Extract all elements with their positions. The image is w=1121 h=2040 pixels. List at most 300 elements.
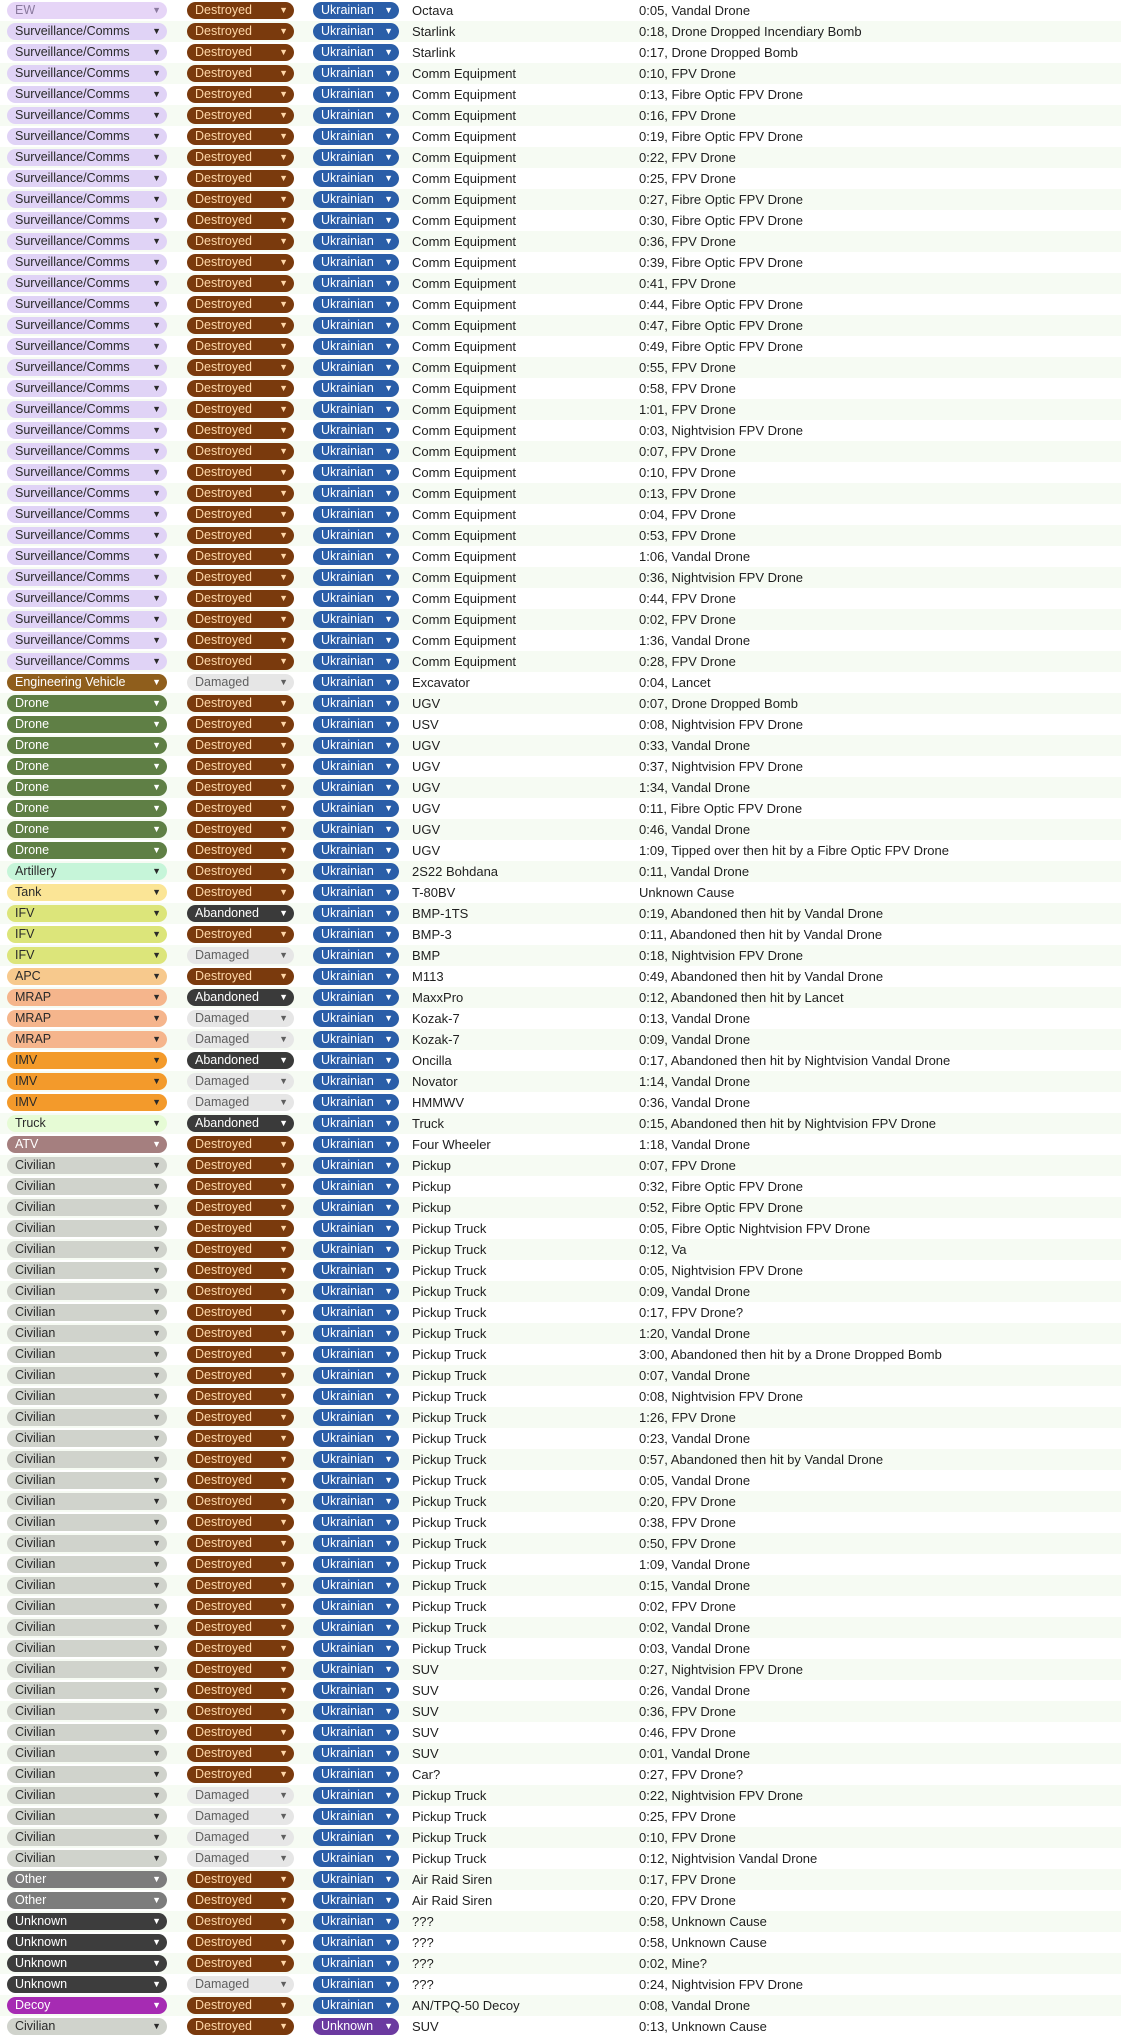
side-dropdown[interactable] bbox=[313, 401, 399, 418]
status-dropdown[interactable] bbox=[187, 296, 294, 313]
status-dropdown[interactable] bbox=[187, 1934, 294, 1951]
status-dropdown[interactable] bbox=[187, 1913, 294, 1930]
side-dropdown[interactable] bbox=[313, 1829, 399, 1846]
side-dropdown[interactable] bbox=[313, 1640, 399, 1657]
status-dropdown[interactable] bbox=[187, 611, 294, 628]
category-dropdown[interactable] bbox=[7, 1661, 167, 1678]
status-dropdown[interactable] bbox=[187, 1871, 294, 1888]
side-dropdown[interactable] bbox=[313, 1052, 399, 1069]
status-dropdown[interactable] bbox=[187, 653, 294, 670]
category-dropdown[interactable] bbox=[7, 1262, 167, 1279]
status-dropdown[interactable] bbox=[187, 1493, 294, 1510]
side-dropdown[interactable] bbox=[313, 464, 399, 481]
category-dropdown[interactable] bbox=[7, 548, 167, 565]
category-dropdown[interactable] bbox=[7, 1577, 167, 1594]
category-dropdown[interactable] bbox=[7, 800, 167, 817]
category-dropdown[interactable] bbox=[7, 1283, 167, 1300]
category-dropdown[interactable] bbox=[7, 1325, 167, 1342]
status-dropdown[interactable] bbox=[187, 1409, 294, 1426]
status-dropdown[interactable] bbox=[187, 275, 294, 292]
category-dropdown[interactable] bbox=[7, 1073, 167, 1090]
side-dropdown[interactable] bbox=[313, 758, 399, 775]
category-dropdown[interactable] bbox=[7, 1115, 167, 1132]
side-dropdown[interactable] bbox=[313, 1619, 399, 1636]
status-dropdown[interactable] bbox=[187, 863, 294, 880]
category-dropdown[interactable] bbox=[7, 716, 167, 733]
status-dropdown[interactable] bbox=[187, 1451, 294, 1468]
side-dropdown[interactable] bbox=[313, 1535, 399, 1552]
side-dropdown[interactable] bbox=[313, 317, 399, 334]
side-dropdown[interactable] bbox=[313, 170, 399, 187]
status-dropdown[interactable] bbox=[187, 2, 294, 19]
side-dropdown[interactable] bbox=[313, 1073, 399, 1090]
side-dropdown[interactable] bbox=[313, 128, 399, 145]
category-dropdown[interactable] bbox=[7, 191, 167, 208]
category-dropdown[interactable] bbox=[7, 1493, 167, 1510]
status-dropdown[interactable] bbox=[187, 317, 294, 334]
status-dropdown[interactable] bbox=[187, 1346, 294, 1363]
status-dropdown[interactable] bbox=[187, 989, 294, 1006]
side-dropdown[interactable] bbox=[313, 737, 399, 754]
side-dropdown[interactable] bbox=[313, 716, 399, 733]
status-dropdown[interactable] bbox=[187, 1010, 294, 1027]
status-dropdown[interactable] bbox=[187, 884, 294, 901]
side-dropdown[interactable] bbox=[313, 905, 399, 922]
side-dropdown[interactable] bbox=[313, 2, 399, 19]
side-dropdown[interactable] bbox=[313, 968, 399, 985]
category-dropdown[interactable] bbox=[7, 1472, 167, 1489]
status-dropdown[interactable] bbox=[187, 1976, 294, 1993]
category-dropdown[interactable] bbox=[7, 1682, 167, 1699]
category-dropdown[interactable] bbox=[7, 233, 167, 250]
status-dropdown[interactable] bbox=[187, 380, 294, 397]
status-dropdown[interactable] bbox=[187, 1808, 294, 1825]
category-dropdown[interactable] bbox=[7, 1430, 167, 1447]
side-dropdown[interactable] bbox=[313, 44, 399, 61]
category-dropdown[interactable] bbox=[7, 1787, 167, 1804]
status-dropdown[interactable] bbox=[187, 1388, 294, 1405]
side-dropdown[interactable] bbox=[313, 1808, 399, 1825]
category-dropdown[interactable] bbox=[7, 1598, 167, 1615]
category-dropdown[interactable] bbox=[7, 86, 167, 103]
category-dropdown[interactable] bbox=[7, 1388, 167, 1405]
category-dropdown[interactable] bbox=[7, 632, 167, 649]
status-dropdown[interactable] bbox=[187, 1514, 294, 1531]
side-dropdown-label: Ukrainian bbox=[321, 465, 374, 479]
status-dropdown[interactable] bbox=[187, 590, 294, 607]
category-dropdown[interactable] bbox=[7, 611, 167, 628]
side-dropdown[interactable] bbox=[313, 254, 399, 271]
category-dropdown[interactable] bbox=[7, 989, 167, 1006]
chevron-down-icon: ▼ bbox=[279, 1349, 288, 1359]
category-dropdown[interactable] bbox=[7, 1850, 167, 1867]
side-dropdown[interactable] bbox=[313, 821, 399, 838]
side-dropdown[interactable] bbox=[313, 1388, 399, 1405]
side-dropdown[interactable] bbox=[313, 611, 399, 628]
status-dropdown[interactable] bbox=[187, 23, 294, 40]
category-dropdown[interactable] bbox=[7, 1829, 167, 1846]
side-dropdown[interactable] bbox=[313, 1199, 399, 1216]
side-dropdown[interactable] bbox=[313, 653, 399, 670]
table-row bbox=[0, 1218, 1121, 1239]
side-dropdown[interactable] bbox=[313, 359, 399, 376]
category-dropdown[interactable] bbox=[7, 1367, 167, 1384]
side-dropdown[interactable] bbox=[313, 1598, 399, 1615]
status-dropdown[interactable] bbox=[187, 1850, 294, 1867]
status-dropdown[interactable] bbox=[187, 947, 294, 964]
category-dropdown[interactable] bbox=[7, 968, 167, 985]
status-dropdown[interactable] bbox=[187, 1115, 294, 1132]
side-dropdown[interactable] bbox=[313, 1871, 399, 1888]
status-dropdown[interactable] bbox=[187, 1997, 294, 2014]
category-dropdown-label: Truck bbox=[15, 1116, 46, 1130]
category-dropdown[interactable] bbox=[7, 254, 167, 271]
category-dropdown[interactable] bbox=[7, 1766, 167, 1783]
side-dropdown[interactable] bbox=[313, 233, 399, 250]
side-dropdown[interactable] bbox=[313, 1703, 399, 1720]
category-dropdown[interactable] bbox=[7, 1745, 167, 1762]
side-dropdown[interactable] bbox=[313, 1787, 399, 1804]
status-dropdown[interactable] bbox=[187, 1241, 294, 1258]
category-dropdown[interactable] bbox=[7, 1724, 167, 1741]
category-dropdown[interactable] bbox=[7, 947, 167, 964]
category-dropdown[interactable] bbox=[7, 842, 167, 859]
side-dropdown[interactable] bbox=[313, 1304, 399, 1321]
side-dropdown[interactable] bbox=[313, 1283, 399, 1300]
side-dropdown[interactable] bbox=[313, 1010, 399, 1027]
category-dropdown[interactable] bbox=[7, 1451, 167, 1468]
side-dropdown[interactable] bbox=[313, 1556, 399, 1573]
side-dropdown[interactable] bbox=[313, 1913, 399, 1930]
side-dropdown[interactable] bbox=[313, 1115, 399, 1132]
category-dropdown[interactable] bbox=[7, 380, 167, 397]
category-dropdown[interactable] bbox=[7, 23, 167, 40]
side-dropdown[interactable] bbox=[313, 1346, 399, 1363]
side-dropdown[interactable] bbox=[313, 1724, 399, 1741]
category-dropdown[interactable] bbox=[7, 1052, 167, 1069]
status-dropdown[interactable] bbox=[187, 233, 294, 250]
side-dropdown[interactable] bbox=[313, 1262, 399, 1279]
chevron-down-icon: ▼ bbox=[152, 467, 161, 477]
status-dropdown[interactable] bbox=[187, 1955, 294, 1972]
status-dropdown[interactable] bbox=[187, 2018, 294, 2035]
status-dropdown[interactable] bbox=[187, 758, 294, 775]
category-dropdown[interactable] bbox=[7, 149, 167, 166]
status-dropdown[interactable] bbox=[187, 1661, 294, 1678]
side-dropdown[interactable] bbox=[313, 1241, 399, 1258]
table-row bbox=[0, 462, 1121, 483]
category-dropdown[interactable] bbox=[7, 527, 167, 544]
status-dropdown[interactable] bbox=[187, 1535, 294, 1552]
side-dropdown[interactable] bbox=[313, 65, 399, 82]
category-dropdown[interactable] bbox=[7, 485, 167, 502]
side-dropdown[interactable] bbox=[313, 926, 399, 943]
category-dropdown[interactable] bbox=[7, 779, 167, 796]
side-dropdown[interactable] bbox=[313, 989, 399, 1006]
side-dropdown[interactable] bbox=[313, 1955, 399, 1972]
side-dropdown[interactable] bbox=[313, 2018, 399, 2035]
status-dropdown[interactable] bbox=[187, 44, 294, 61]
side-dropdown[interactable] bbox=[313, 1325, 399, 1342]
status-dropdown[interactable] bbox=[187, 1577, 294, 1594]
side-dropdown[interactable] bbox=[313, 527, 399, 544]
category-dropdown[interactable] bbox=[7, 2018, 167, 2035]
status-dropdown[interactable] bbox=[187, 254, 294, 271]
side-dropdown[interactable] bbox=[313, 1892, 399, 1909]
status-dropdown[interactable] bbox=[187, 1766, 294, 1783]
category-dropdown[interactable] bbox=[7, 1871, 167, 1888]
category-dropdown[interactable] bbox=[7, 1220, 167, 1237]
category-dropdown[interactable] bbox=[7, 674, 167, 691]
category-dropdown[interactable] bbox=[7, 1094, 167, 1111]
status-dropdown[interactable] bbox=[187, 1598, 294, 1615]
status-dropdown[interactable] bbox=[187, 443, 294, 460]
status-dropdown[interactable] bbox=[187, 968, 294, 985]
category-dropdown[interactable] bbox=[7, 1136, 167, 1153]
category-dropdown[interactable] bbox=[7, 170, 167, 187]
side-dropdown[interactable] bbox=[313, 149, 399, 166]
category-dropdown[interactable] bbox=[7, 1955, 167, 1972]
side-dropdown[interactable] bbox=[313, 1367, 399, 1384]
status-dropdown[interactable] bbox=[187, 842, 294, 859]
side-dropdown[interactable] bbox=[313, 1493, 399, 1510]
status-dropdown[interactable] bbox=[187, 149, 294, 166]
status-dropdown[interactable] bbox=[187, 1178, 294, 1195]
category-dropdown[interactable] bbox=[7, 653, 167, 670]
category-dropdown[interactable] bbox=[7, 317, 167, 334]
status-dropdown[interactable] bbox=[187, 674, 294, 691]
category-dropdown[interactable] bbox=[7, 1808, 167, 1825]
category-dropdown[interactable] bbox=[7, 1178, 167, 1195]
side-dropdown[interactable] bbox=[313, 296, 399, 313]
side-dropdown[interactable] bbox=[313, 1682, 399, 1699]
status-dropdown[interactable] bbox=[187, 1619, 294, 1636]
status-dropdown[interactable] bbox=[187, 1052, 294, 1069]
category-dropdown[interactable] bbox=[7, 1997, 167, 2014]
side-dropdown[interactable] bbox=[313, 443, 399, 460]
status-dropdown[interactable] bbox=[187, 1325, 294, 1342]
side-dropdown[interactable] bbox=[313, 569, 399, 586]
category-dropdown[interactable] bbox=[7, 296, 167, 313]
status-dropdown[interactable] bbox=[187, 926, 294, 943]
category-dropdown[interactable] bbox=[7, 569, 167, 586]
side-dropdown[interactable] bbox=[313, 1220, 399, 1237]
category-dropdown[interactable] bbox=[7, 1241, 167, 1258]
side-dropdown[interactable] bbox=[313, 1850, 399, 1867]
status-dropdown[interactable] bbox=[187, 1682, 294, 1699]
status-dropdown[interactable] bbox=[187, 548, 294, 565]
side-dropdown[interactable] bbox=[313, 275, 399, 292]
side-dropdown[interactable] bbox=[313, 1577, 399, 1594]
category-dropdown[interactable] bbox=[7, 338, 167, 355]
status-dropdown[interactable] bbox=[187, 1073, 294, 1090]
category-dropdown[interactable] bbox=[7, 821, 167, 838]
status-dropdown[interactable] bbox=[187, 1724, 294, 1741]
status-dropdown[interactable] bbox=[187, 401, 294, 418]
category-dropdown[interactable] bbox=[7, 1640, 167, 1657]
side-dropdown[interactable] bbox=[313, 674, 399, 691]
category-dropdown[interactable] bbox=[7, 884, 167, 901]
category-dropdown[interactable] bbox=[7, 695, 167, 712]
side-dropdown[interactable] bbox=[313, 548, 399, 565]
category-dropdown[interactable] bbox=[7, 737, 167, 754]
status-dropdown[interactable] bbox=[187, 905, 294, 922]
status-dropdown[interactable] bbox=[187, 506, 294, 523]
category-dropdown[interactable] bbox=[7, 1913, 167, 1930]
side-dropdown-label: Ukrainian bbox=[321, 1851, 374, 1865]
side-dropdown[interactable] bbox=[313, 1031, 399, 1048]
status-dropdown[interactable] bbox=[187, 800, 294, 817]
status-dropdown[interactable] bbox=[187, 338, 294, 355]
status-dropdown[interactable] bbox=[187, 569, 294, 586]
side-dropdown[interactable] bbox=[313, 506, 399, 523]
side-dropdown[interactable] bbox=[313, 485, 399, 502]
side-dropdown[interactable] bbox=[313, 1178, 399, 1195]
side-dropdown[interactable] bbox=[313, 1997, 399, 2014]
category-dropdown[interactable] bbox=[7, 44, 167, 61]
category-dropdown[interactable] bbox=[7, 1157, 167, 1174]
category-dropdown[interactable] bbox=[7, 758, 167, 775]
category-dropdown[interactable] bbox=[7, 1703, 167, 1720]
status-dropdown[interactable] bbox=[187, 1136, 294, 1153]
status-dropdown[interactable] bbox=[187, 107, 294, 124]
category-dropdown[interactable] bbox=[7, 1346, 167, 1363]
status-dropdown[interactable] bbox=[187, 170, 294, 187]
status-dropdown[interactable] bbox=[187, 1367, 294, 1384]
status-dropdown[interactable] bbox=[187, 65, 294, 82]
status-dropdown[interactable] bbox=[187, 737, 294, 754]
status-dropdown[interactable] bbox=[187, 1199, 294, 1216]
side-dropdown[interactable] bbox=[313, 1514, 399, 1531]
side-dropdown[interactable] bbox=[313, 1430, 399, 1447]
status-dropdown[interactable] bbox=[187, 1745, 294, 1762]
status-dropdown[interactable] bbox=[187, 1472, 294, 1489]
category-dropdown[interactable] bbox=[7, 1031, 167, 1048]
category-dropdown[interactable] bbox=[7, 1976, 167, 1993]
status-dropdown[interactable] bbox=[187, 716, 294, 733]
category-dropdown[interactable] bbox=[7, 1409, 167, 1426]
side-dropdown[interactable] bbox=[313, 338, 399, 355]
side-dropdown[interactable] bbox=[313, 863, 399, 880]
side-dropdown[interactable] bbox=[313, 695, 399, 712]
category-dropdown[interactable] bbox=[7, 422, 167, 439]
status-dropdown[interactable] bbox=[187, 695, 294, 712]
side-dropdown[interactable] bbox=[313, 1766, 399, 1783]
status-dropdown[interactable] bbox=[187, 1283, 294, 1300]
category-dropdown[interactable] bbox=[7, 1199, 167, 1216]
status-dropdown[interactable] bbox=[187, 485, 294, 502]
status-dropdown[interactable] bbox=[187, 86, 294, 103]
side-dropdown[interactable] bbox=[313, 212, 399, 229]
status-dropdown[interactable] bbox=[187, 1094, 294, 1111]
status-dropdown[interactable] bbox=[187, 821, 294, 838]
side-dropdown[interactable] bbox=[313, 380, 399, 397]
status-dropdown[interactable] bbox=[187, 779, 294, 796]
status-dropdown[interactable] bbox=[187, 1556, 294, 1573]
status-dropdown[interactable] bbox=[187, 1262, 294, 1279]
status-dropdown[interactable] bbox=[187, 632, 294, 649]
status-dropdown[interactable] bbox=[187, 1031, 294, 1048]
side-dropdown[interactable] bbox=[313, 1472, 399, 1489]
category-dropdown[interactable] bbox=[7, 2, 167, 19]
status-dropdown[interactable] bbox=[187, 1220, 294, 1237]
side-dropdown[interactable] bbox=[313, 1745, 399, 1762]
category-dropdown[interactable] bbox=[7, 107, 167, 124]
status-dropdown[interactable] bbox=[187, 1157, 294, 1174]
status-dropdown[interactable] bbox=[187, 1787, 294, 1804]
side-dropdown[interactable] bbox=[313, 422, 399, 439]
side-dropdown[interactable] bbox=[313, 1157, 399, 1174]
category-dropdown[interactable] bbox=[7, 443, 167, 460]
category-dropdown[interactable] bbox=[7, 926, 167, 943]
category-dropdown[interactable] bbox=[7, 1514, 167, 1531]
side-dropdown[interactable] bbox=[313, 1934, 399, 1951]
status-dropdown[interactable] bbox=[187, 128, 294, 145]
status-dropdown[interactable] bbox=[187, 191, 294, 208]
status-dropdown[interactable] bbox=[187, 212, 294, 229]
category-dropdown[interactable] bbox=[7, 464, 167, 481]
side-dropdown[interactable] bbox=[313, 632, 399, 649]
category-dropdown[interactable] bbox=[7, 275, 167, 292]
category-dropdown[interactable] bbox=[7, 1010, 167, 1027]
side-dropdown[interactable] bbox=[313, 800, 399, 817]
category-dropdown[interactable] bbox=[7, 1556, 167, 1573]
category-dropdown[interactable] bbox=[7, 506, 167, 523]
status-dropdown-label: Destroyed bbox=[195, 507, 252, 521]
category-dropdown[interactable] bbox=[7, 905, 167, 922]
status-dropdown[interactable] bbox=[187, 1640, 294, 1657]
category-dropdown[interactable] bbox=[7, 65, 167, 82]
category-dropdown-label: Civilian bbox=[15, 1347, 56, 1361]
side-dropdown[interactable] bbox=[313, 1976, 399, 1993]
status-dropdown[interactable] bbox=[187, 422, 294, 439]
side-dropdown[interactable] bbox=[313, 779, 399, 796]
category-dropdown[interactable] bbox=[7, 1619, 167, 1636]
status-dropdown[interactable] bbox=[187, 1304, 294, 1321]
side-dropdown[interactable] bbox=[313, 1451, 399, 1468]
side-dropdown[interactable] bbox=[313, 191, 399, 208]
category-dropdown[interactable] bbox=[7, 1892, 167, 1909]
status-dropdown[interactable] bbox=[187, 1829, 294, 1846]
category-dropdown[interactable] bbox=[7, 590, 167, 607]
status-dropdown[interactable] bbox=[187, 359, 294, 376]
category-dropdown[interactable] bbox=[7, 401, 167, 418]
side-dropdown[interactable] bbox=[313, 842, 399, 859]
status-dropdown[interactable] bbox=[187, 1430, 294, 1447]
category-dropdown[interactable] bbox=[7, 359, 167, 376]
status-dropdown[interactable] bbox=[187, 1892, 294, 1909]
side-dropdown[interactable] bbox=[313, 1094, 399, 1111]
status-dropdown[interactable] bbox=[187, 464, 294, 481]
side-dropdown[interactable] bbox=[313, 23, 399, 40]
side-dropdown[interactable] bbox=[313, 947, 399, 964]
status-dropdown[interactable] bbox=[187, 527, 294, 544]
category-dropdown[interactable] bbox=[7, 212, 167, 229]
side-dropdown[interactable] bbox=[313, 86, 399, 103]
category-dropdown[interactable] bbox=[7, 863, 167, 880]
side-dropdown[interactable] bbox=[313, 1136, 399, 1153]
category-dropdown[interactable] bbox=[7, 128, 167, 145]
side-dropdown[interactable] bbox=[313, 1409, 399, 1426]
side-dropdown[interactable] bbox=[313, 107, 399, 124]
category-dropdown[interactable] bbox=[7, 1535, 167, 1552]
status-dropdown[interactable] bbox=[187, 1703, 294, 1720]
category-dropdown[interactable] bbox=[7, 1934, 167, 1951]
side-dropdown[interactable] bbox=[313, 1661, 399, 1678]
side-dropdown[interactable] bbox=[313, 884, 399, 901]
category-dropdown[interactable] bbox=[7, 1304, 167, 1321]
side-dropdown[interactable] bbox=[313, 590, 399, 607]
